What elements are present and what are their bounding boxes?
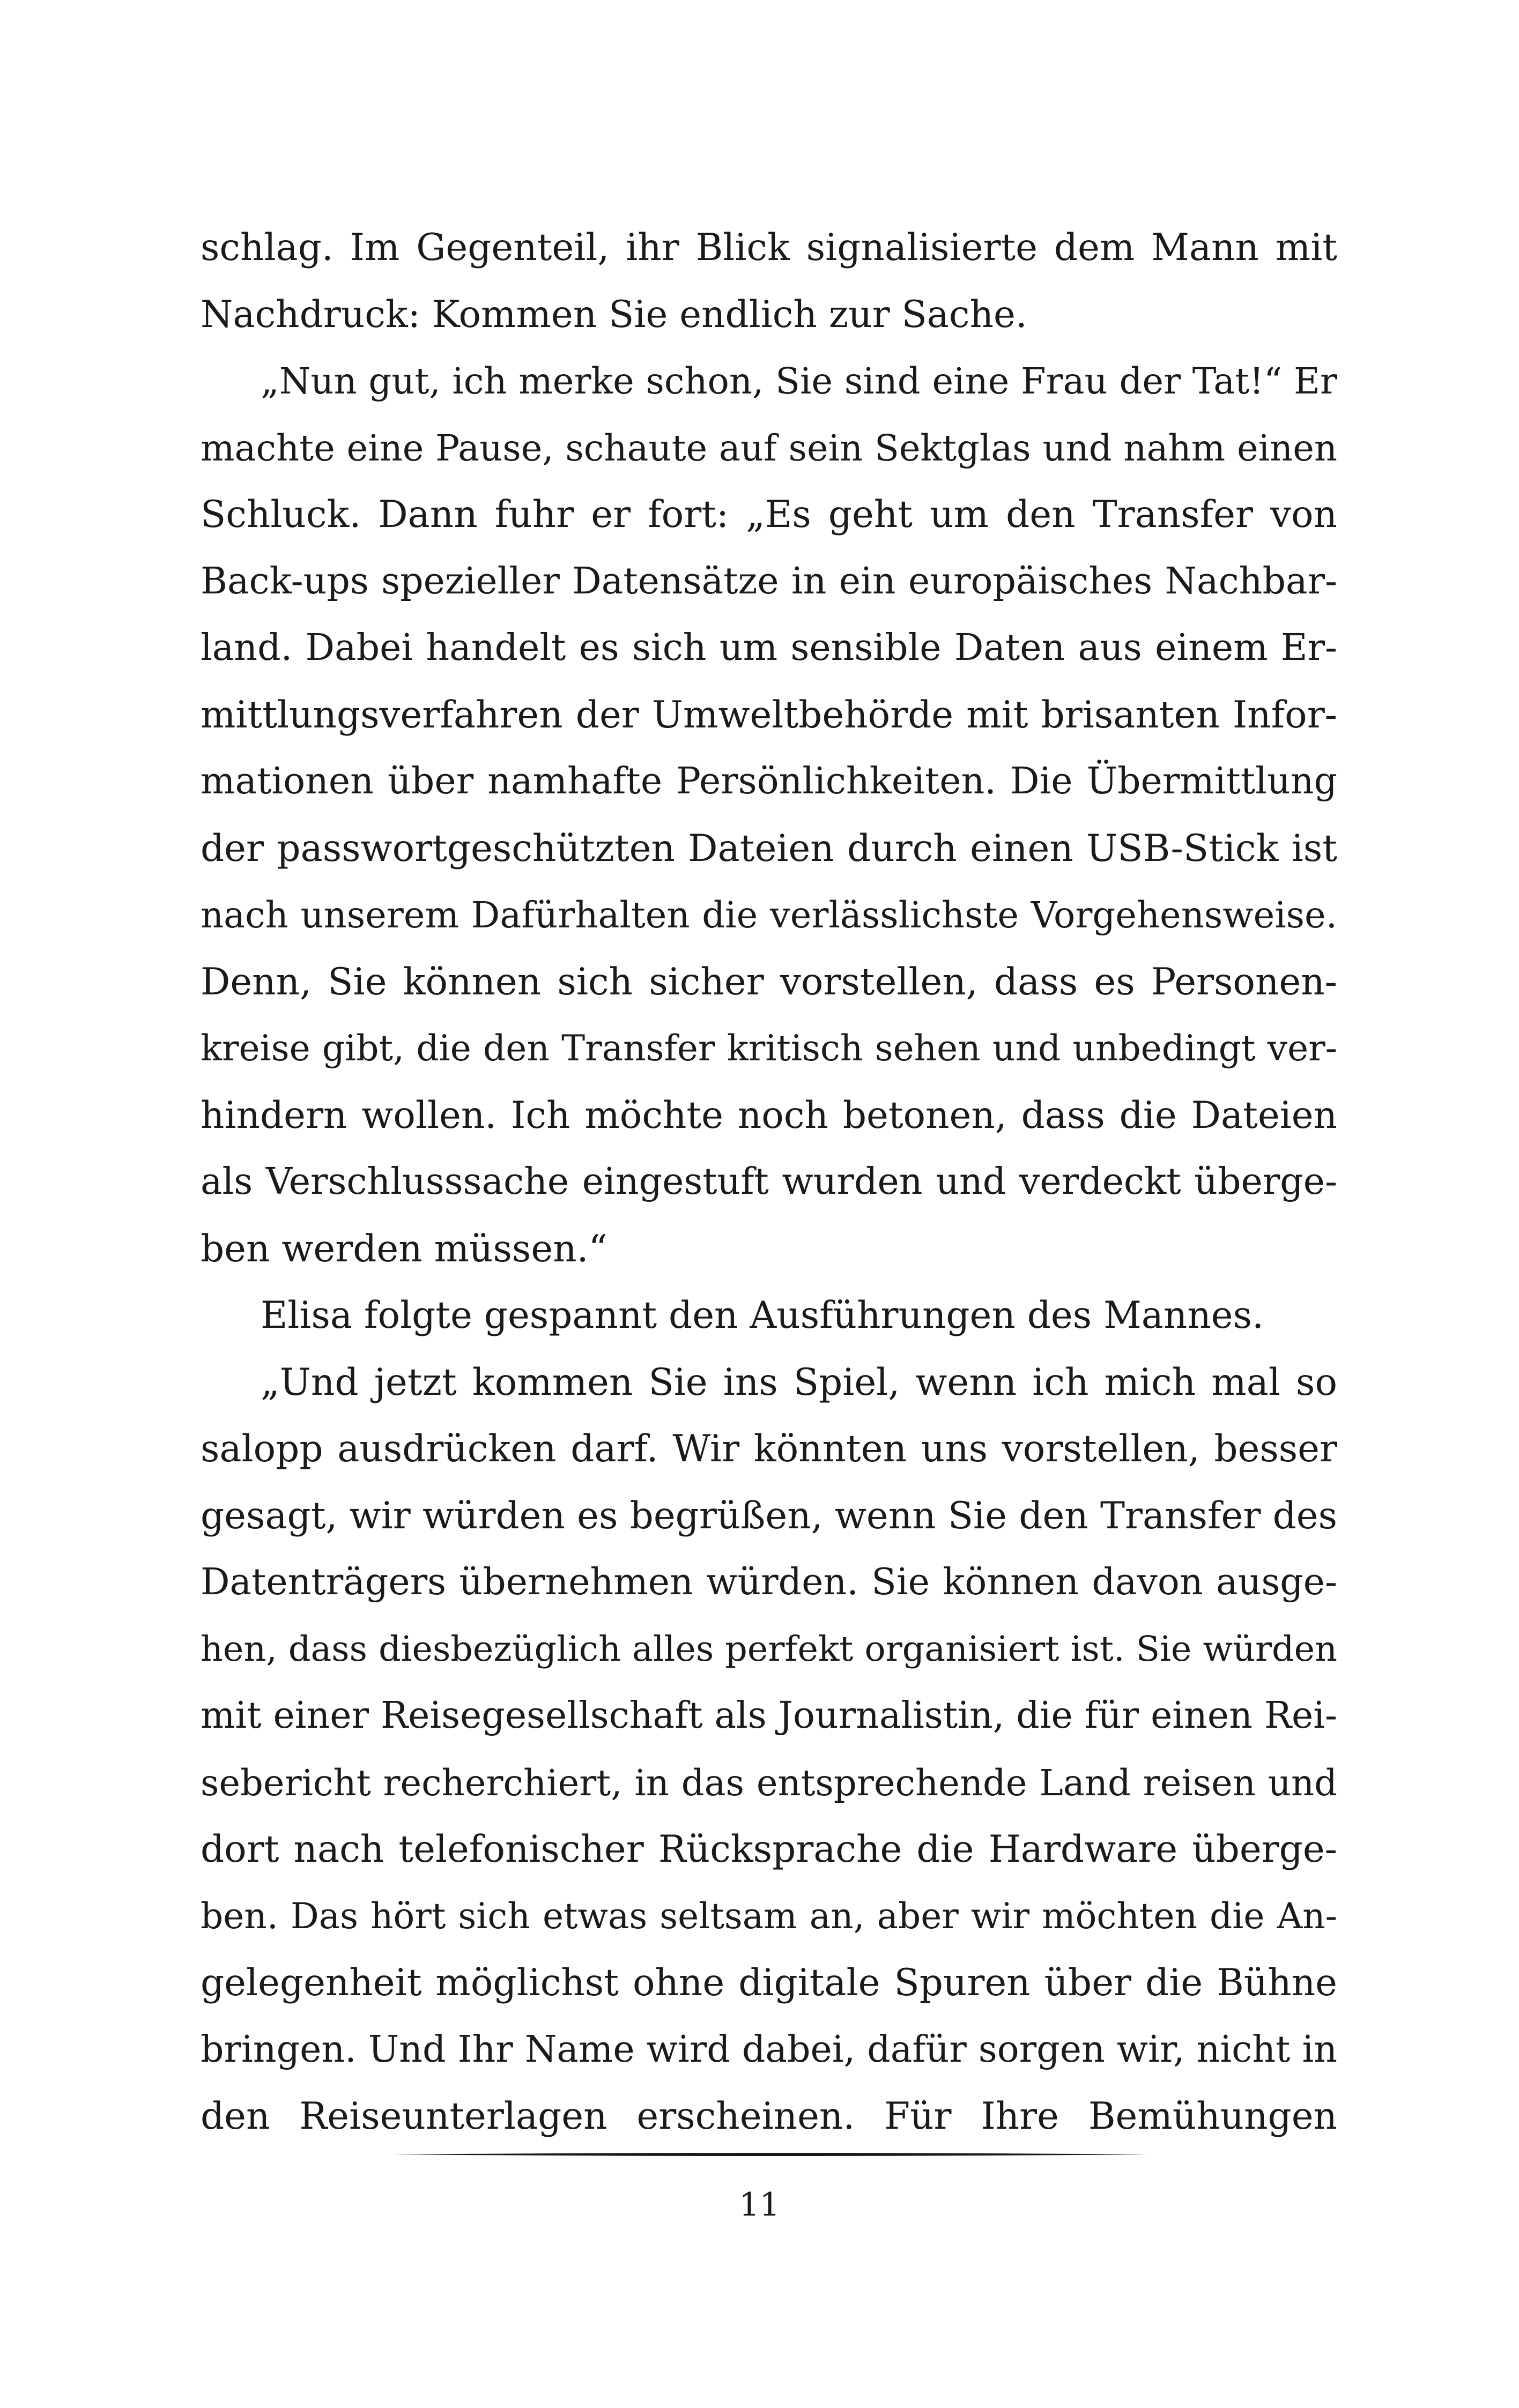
text-line: Elisa folgte gespannt den Ausführungen des Mannes. — [261, 1294, 1264, 1337]
text-line: mit einer Reisegesellschaft als Journalistin, die für einen Rei- — [201, 1694, 1337, 1737]
text-line: als Verschlusssache eingestuft wurden und verdeckt überge- — [201, 1161, 1337, 1203]
text-line: kreise gibt, die den Transfer kritisch sehen und unbedingt ver- — [201, 1028, 1337, 1069]
text-line: nach unserem Dafürhalten die verlässlichste Vorgehensweise. — [201, 894, 1337, 936]
text-line: Datenträgers übernehmen würden. Sie können davon ausge- — [201, 1561, 1337, 1603]
text-line: gelegenheit möglichst ohne digitale Spuren über die Bühne — [201, 1961, 1337, 2004]
page-number: 11 — [739, 2186, 780, 2224]
text-line: bringen. Und Ihr Name wird dabei, dafür sorgen wir, nicht in — [201, 2028, 1337, 2071]
text-line: mittlungsverfahren der Umweltbehörde mit brisanten Infor- — [201, 693, 1337, 737]
text-line: Denn, Sie können sich sicher vorstellen, dass es Personen- — [201, 960, 1337, 1004]
text-line: hen, dass diesbezüglich alles perfekt organisiert ist. Sie würden — [201, 1629, 1337, 1669]
text-line: Schluck. Dann fuhr er fort: „Es geht um den Transfer von — [201, 493, 1337, 536]
text-line: salopp ausdrücken darf. Wir könnten uns vorstellen, besser — [201, 1428, 1337, 1470]
footer-rule-shape — [392, 2153, 1148, 2156]
text-line: den Reiseunterlagen erscheinen. Für Ihre Bemühungen — [201, 2095, 1337, 2138]
footer-rule — [392, 2151, 1148, 2158]
text-line: mationen über namhafte Persönlichkeiten. Die Übermittlung — [201, 760, 1337, 802]
text-line: Back-ups spezieller Datensätze in ein europäisches Nachbar- — [201, 560, 1337, 603]
text-line: land. Dabei handelt es sich um sensible Daten aus einem Er- — [201, 627, 1337, 669]
text-line: schlag. Im Gegenteil, ihr Blick signalisierte dem Mann mit — [201, 226, 1337, 269]
text-line: machte eine Pause, schaute auf sein Sektglas und nahm einen — [201, 427, 1337, 469]
text-line: „Nun gut, ich merke schon, Sie sind eine Frau der Tat!“ Er — [261, 360, 1337, 402]
text-line: „Und jetzt kommen Sie ins Spiel, wenn ich mich mal so — [261, 1361, 1337, 1404]
text-line: ben werden müssen.“ — [201, 1227, 607, 1270]
text-line: dort nach telefonischer Rücksprache die Hardware überge- — [201, 1828, 1337, 1871]
text-line: sebericht recherchiert, in das entsprechende Land reisen und — [201, 1762, 1337, 1804]
text-line: ben. Das hört sich etwas seltsam an, aber wir möchten die An- — [201, 1895, 1337, 1937]
body-text — [201, 214, 1337, 2150]
text-line: der passwortgeschützten Dateien durch einen USB-Stick ist — [201, 827, 1337, 870]
text-line: hindern wollen. Ich möchte noch betonen, dass die Dateien — [201, 1094, 1337, 1137]
text-line: gesagt, wir würden es begrüßen, wenn Sie den Transfer des — [201, 1494, 1337, 1537]
text-line: Nachdruck: Kommen Sie endlich zur Sache. — [201, 293, 1027, 336]
